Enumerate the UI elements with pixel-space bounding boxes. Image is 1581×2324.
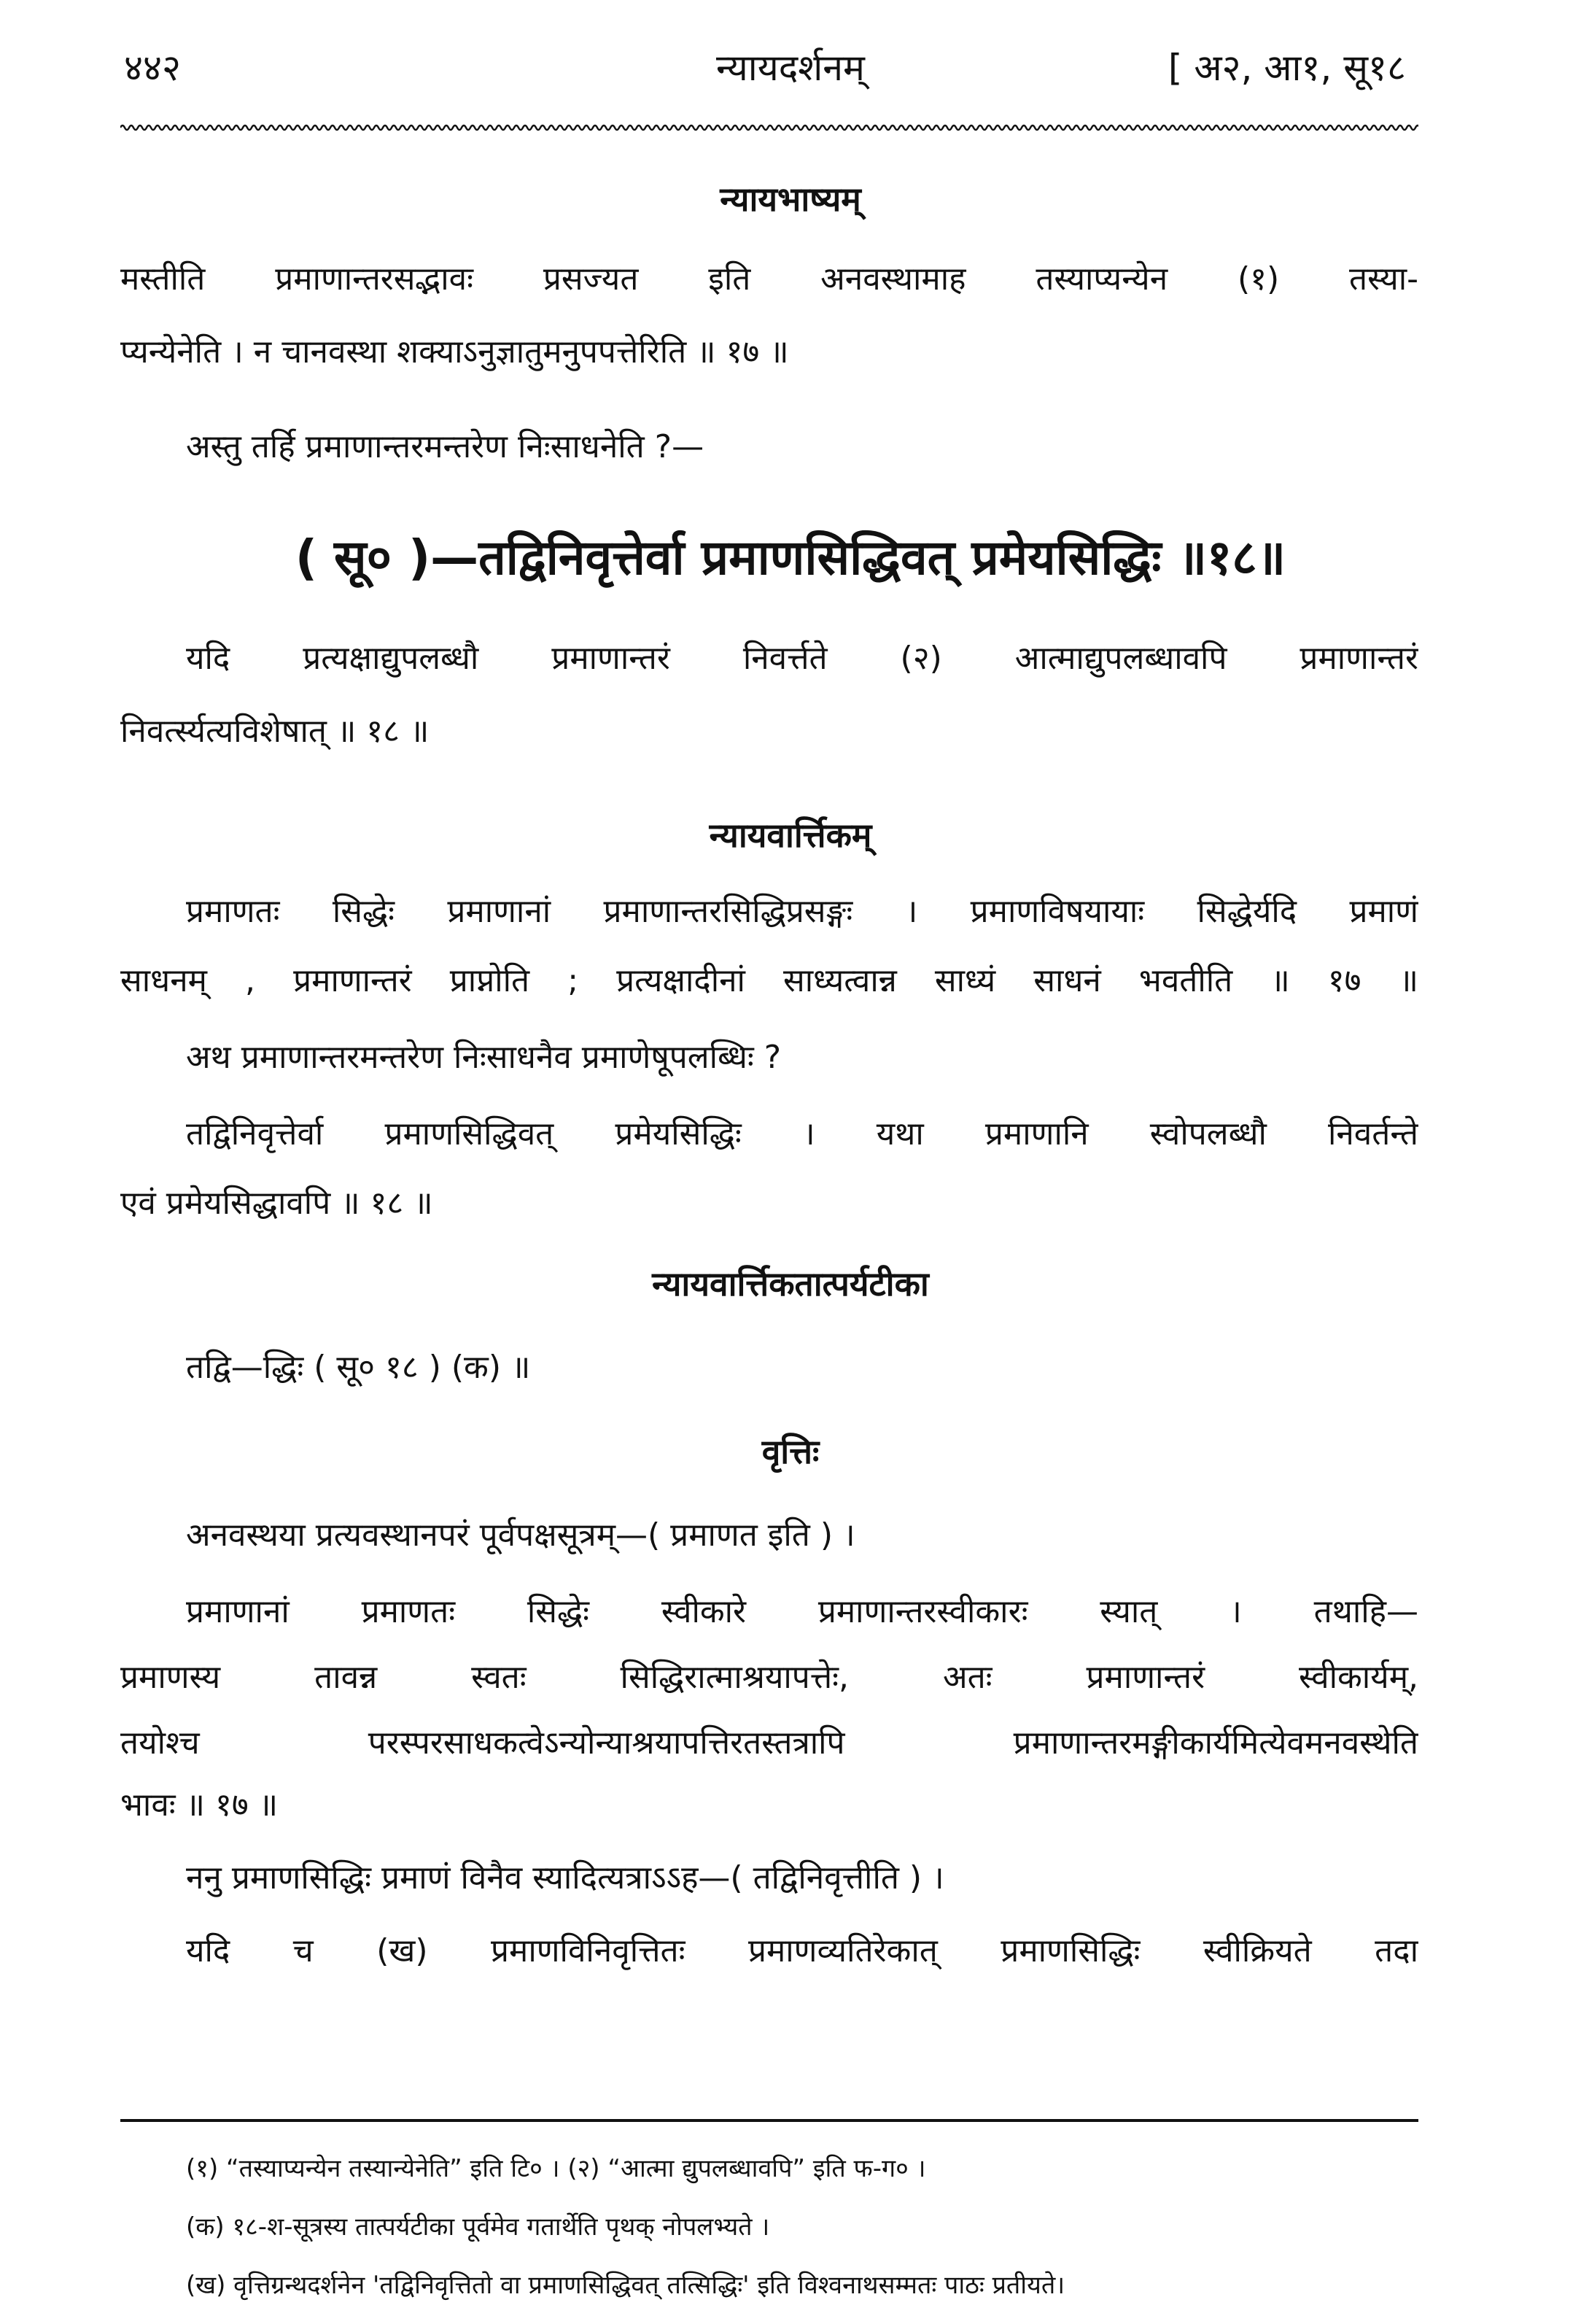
running-title: न्यायदर्शनम् [716,47,865,89]
vritti-line-6: ननु प्रमाणसिद्धिः प्रमाणं विनैव स्यादित्यत्राऽऽह—( तद्विनिवृत्तीति ) । [186,1859,944,1897]
vartika-answer-line-2: एवं प्रमेयसिद्धावपि ॥ १८ ॥ [120,1185,433,1222]
bhashya-line-2: प्यन्येनेति । न चानवस्था शक्याऽनुज्ञातुमनुपपत्तेरिति ॥ १७ ॥ [120,333,789,371]
vritti-line-2: प्रमाणानां प्रमाणतः सिद्धेः स्वीकारे प्रमाणान्तरस्वीकारः स्यात् । तथाहि— [186,1593,1418,1630]
footnote-1: (१) “तस्याप्यन्येन तस्यान्येनेति” इति टि० । (२) “आत्मा द्युपलब्धावपि” इति फ-ग० । [186,2154,926,2183]
chapter-reference: [ अ२, आ१, सू१८ [1168,47,1406,89]
vartika-answer-line-1: तद्विनिवृत्तेर्वा प्रमाणसिद्धिवत् प्रमेयसिद्धिः । यथा प्रमाणानि स्वोपलब्धौ निवर्तन्ते [186,1115,1418,1153]
bhashya-question: अस्तु तर्हि प्रमाणान्तरमन्तरेण निःसाधनेति ?— [186,428,704,465]
vartika-line-2: साधनम् , प्रमाणान्तरं प्राप्नोति ; प्रत्यक्षादीनां साध्यत्वान्न साध्यं साधनं भवतीति ॥ १७ ॥ [120,962,1418,999]
footnote-3: (ख) वृत्तिग्रन्थदर्शनेन 'तद्विनिवृत्तितो वा प्रमाणसिद्धिवत् तत्सिद्धिः' इति विश्वनाथसम्मतः पाठः प्रतीयते। [186,2271,1065,2300]
tika-heading: न्यायवार्त्तिकतात्पर्यटीका [652,1264,929,1304]
vritti-line-3: प्रमाणस्य तावन्न स्वतः सिद्धिरात्माश्रयापत्तेः, अतः प्रमाणान्तरं स्वीकार्यम्, [120,1659,1418,1696]
vritti-line-5: भावः ॥ १७ ॥ [120,1786,279,1824]
vritti-line-1: अनवस्थया प्रत्यवस्थानपरं पूर्वपक्षसूत्रम्—( प्रमाणत इति ) । [186,1517,855,1554]
header-wavy-rule [120,123,1418,133]
bhashya-after-sutra-line-1: यदि प्रत्यक्षाद्युपलब्धौ प्रमाणान्तरं निवर्त्तते (२) आत्माद्युपलब्धावपि प्रमाणान्तरं [186,640,1418,677]
footnote-2: (क) १८-श-सूत्रस्य तात्पर्यटीका पूर्वमेव गतार्थेति पृथक् नोपलभ्यते । [186,2212,770,2242]
bhashya-heading: न्यायभाष्यम् [720,179,861,219]
bhashya-line-1: मस्तीति प्रमाणान्तरसद्भावः प्रसज्यत इति अनवस्थामाह तस्याप्यन्येन (१) तस्या- [120,260,1418,298]
page-number: ४४२ [124,47,181,89]
vritti-line-7: यदि च (ख) प्रमाणविनिवृत्तितः प्रमाणव्यतिरेकात् प्रमाणसिद्धिः स्वीक्रियते तदा [186,1932,1418,1969]
footnote-divider [120,2119,1418,2122]
sutra-text: ( सू० )—तद्विनिवृत्तेर्वा प्रमाणसिद्धिवत् प्रमेयसिद्धिः ॥१८॥ [295,530,1286,586]
vritti-heading: वृत्तिः [761,1432,820,1471]
bhashya-after-sutra-line-2: निवर्त्स्यत्यविशेषात् ॥ १८ ॥ [120,713,430,750]
vartika-line-1: प्रमाणतः सिद्धेः प्रमाणानां प्रमाणान्तरसिद्धिप्रसङ्गः । प्रमाणविषयायाः सिद्धेर्यदि प्रमाणं [186,893,1418,930]
vritti-line-4: तयोश्च परस्परसाधकत्वेऽन्योन्याश्रयापत्तिरतस्तत्रापि प्रमाणान्तरमङ्गीकार्यमित्येवमनवस्थेति [120,1724,1418,1762]
vartika-question: अथ प्रमाणान्तरमन्तरेण निःसाधनैव प्रमाणेषूपलब्धिः ? [186,1039,782,1076]
tika-line: तद्वि—द्धिः ( सू० १८ ) (क) ॥ [186,1349,531,1386]
vartika-heading: न्यायवार्त्तिकम् [709,816,872,855]
